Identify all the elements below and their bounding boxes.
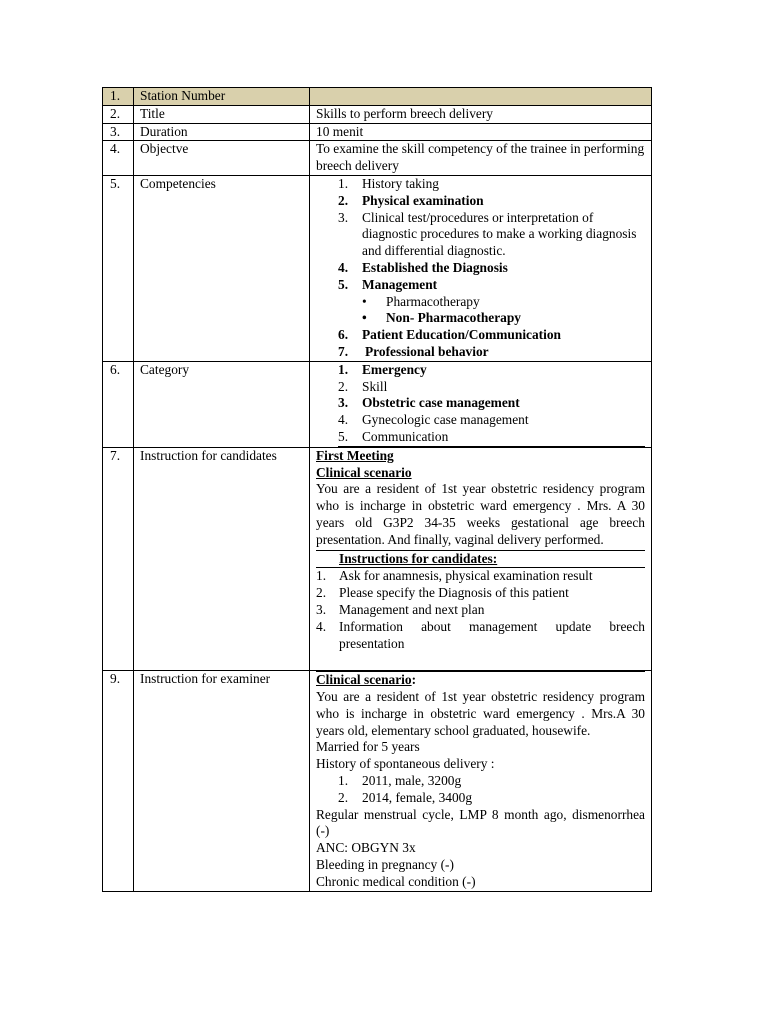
row-title (103, 105, 652, 123)
row-label: Instruction for examiner (134, 671, 310, 891)
row-category (103, 361, 652, 447)
bullet-icon: • (362, 293, 367, 309)
list-item: 4. Gynecologic case management (338, 412, 529, 428)
row-value: To examine the skill competency of the trainee in performing breech delivery (310, 141, 652, 176)
row-number: 9. (103, 671, 134, 891)
row-objective (103, 141, 652, 176)
row-value: Skills to perform breech delivery (310, 105, 652, 123)
row-instruction-examiner (103, 671, 652, 891)
examiner-instructions (310, 671, 652, 891)
row-number: 7. (103, 447, 134, 671)
scenario-heading: Clinical scenario (316, 464, 412, 480)
row-label: Station Number (134, 88, 310, 106)
bleeding-text: Bleeding in pregnancy (-) (316, 857, 454, 873)
scenario-text: You are a resident of 1st year obstetric residency program who is incharge in obstetric ward emergency . Mrs. A 30 years old G3P2 34-35 weeks gestational age breech presentation. And finally, vaginal delivery performed. (316, 481, 645, 547)
row-number: 1. (103, 88, 134, 106)
list-item: 7. Professional behavior (338, 343, 489, 359)
first-meeting-heading: First Meeting (316, 447, 394, 463)
list-item: • Pharmacotherapy (362, 293, 480, 309)
competencies-list (310, 175, 652, 361)
anc-text: ANC: OBGYN 3x (316, 840, 416, 856)
list-item: 6. Patient Education/Communication (338, 327, 562, 343)
list-item: 3. Management and next plan (316, 601, 485, 617)
row-label: Instruction for candidates (134, 447, 310, 671)
list-item: 4. Established the Diagnosis (338, 259, 508, 275)
row-label: Category (134, 361, 310, 447)
married-text: Married for 5 years (316, 739, 420, 755)
row-label: Title (134, 105, 310, 123)
scenario-heading: Clinical scenario: (316, 671, 645, 689)
scenario-text: You are a resident of 1st year obstetric residency program who is incharge in obstetric ward emergency . Mrs.A 30 years old, elementary school graduated, housewife. (316, 689, 645, 738)
row-label: Duration (134, 123, 310, 141)
row-label: Objectve (134, 141, 310, 176)
row-label: Competencies (134, 175, 310, 361)
history-heading: History of spontaneous delivery : (316, 756, 495, 772)
row-number: 3. (103, 123, 134, 141)
row-station-number (103, 88, 652, 106)
osce-station-table (102, 87, 652, 892)
list-item: 1. Emergency (338, 361, 427, 377)
row-duration (103, 123, 652, 141)
list-item: 4. Information about management update breech presentation (316, 618, 645, 651)
row-instruction-candidates (103, 447, 652, 671)
chronic-text: Chronic medical condition (-) (316, 873, 476, 889)
menstrual-text: Regular menstrual cycle, LMP 8 month ago, dismenorrhea (-) (316, 806, 645, 839)
row-number: 2. (103, 105, 134, 123)
candidate-instructions (310, 447, 652, 671)
list-item: 3. Obstetric case management (338, 395, 520, 411)
row-number: 5. (103, 175, 134, 361)
row-value: 10 menit (310, 123, 652, 141)
list-item: • Non- Pharmacotherapy (362, 310, 522, 326)
list-item: 1. Ask for anamnesis, physical examination result (316, 568, 593, 584)
list-item: 2. Please specify the Diagnosis of this patient (316, 585, 569, 601)
list-item: 1. 2011, male, 3200g (338, 773, 462, 789)
row-value (310, 88, 652, 106)
bullet-icon: • (362, 310, 367, 326)
list-item: 2. Skill (338, 378, 388, 394)
list-item: 2. 2014, female, 3400g (338, 789, 473, 805)
list-item: 5. Management (338, 276, 438, 292)
list-item: 1. History taking (338, 175, 439, 191)
row-competencies (103, 175, 652, 361)
category-list (310, 361, 652, 447)
list-item: 3. Clinical test/procedures or interpretation of diagnostic procedures to make a working diagnosis and differential diagnostic. (338, 209, 637, 259)
row-number: 4. (103, 141, 134, 176)
list-item: 2. Physical examination (338, 192, 484, 208)
list-item: 5. Communication (338, 429, 645, 447)
instructions-heading: Instructions for candidates: (316, 550, 645, 569)
row-number: 6. (103, 361, 134, 447)
